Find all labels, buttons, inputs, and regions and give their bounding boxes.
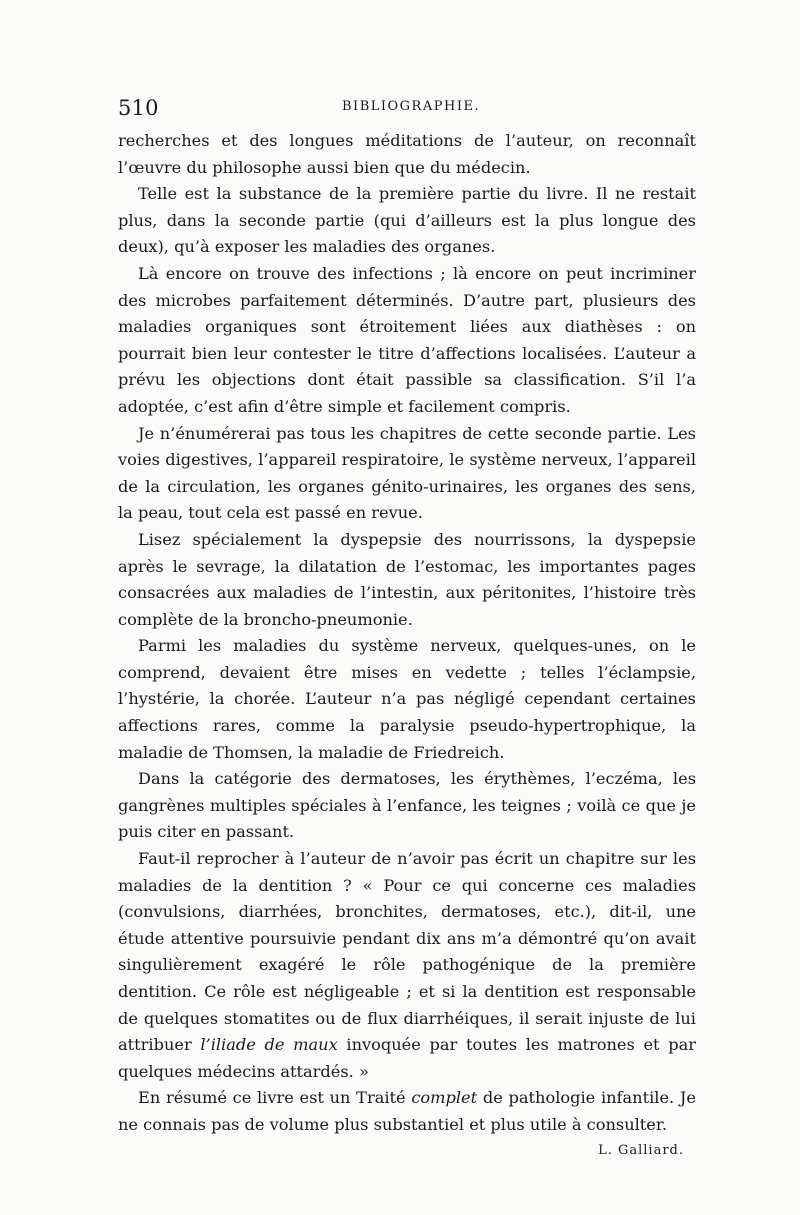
page-number: 510: [118, 96, 159, 120]
page-header: [118, 96, 696, 122]
paragraph-9-text-a: En résumé ce livre est un Traité: [138, 1088, 412, 1108]
paragraph-4: Je n’énumérerai pas tous les chapitres de cette seconde partie. Les voies digestives, l’appareil respiratoire, le système nerveux, l’appareil de la circulation, les organes génito-urinaires, les organes des sens, la peau, tout cela est passé en revue.: [118, 423, 696, 523]
paragraph-1: recherches et des longues méditations de l’auteur, on reconnaît l’œuvre du philosophe aussi bien que du médecin.: [118, 131, 696, 177]
paragraph-7: Dans la catégorie des dermatoses, les érythèmes, l’eczéma, les gangrènes multiples spéciales à l’enfance, les teignes ; voilà ce que je puis citer en passant.: [118, 769, 696, 842]
running-title: BIBLIOGRAPHIE.: [342, 99, 481, 114]
paragraph-2: Telle est la substance de la première partie du livre. Il ne restait plus, dans la seconde partie (qui d’ailleurs est la plus longue des deux), qu’à exposer les maladies des organes.: [118, 184, 696, 257]
paragraph-9-text-b: de pathologie infantile. Je ne connais pas de volume plus substantiel et plus utile à consulter.: [118, 1088, 696, 1134]
paragraph-3: Là encore on trouve des infections ; là encore on peut incriminer des microbes parfaitement déterminés. D’autre part, plusieurs des maladies organiques sont étroitement liées aux diathèses : on pourrait bien leur contester le titre d’affections localisées. L’auteur a prévu les objections dont était passible sa classification. S’il l’a adoptée, c’est afin d’être simple et facilement compris.: [118, 263, 696, 416]
paragraph-8: [118, 846, 696, 1085]
paragraph-8-text-a: Faut-il reprocher à l’auteur de n’avoir pas écrit un chapitre sur les maladies de la dentition ? « Pour ce qui concerne ces maladies (convulsions, diarrhées, bronchites, dermatoses, etc.), dit-il, une étude attentive poursuivie pendant dix ans m’a démontré qu’on avait singulièrement exagéré le rôle pathogénique de la première dentition. Ce rôle est négligeable ; et si la dentition est responsable de quelques stomatites ou de flux diarrhéiques, il serait injuste de lui attribuer: [118, 849, 696, 1055]
paragraph-8-text-b: invoquée par toutes les matrones et par quelques médecins attardés. »: [118, 1035, 696, 1081]
paragraph-9: [118, 1085, 696, 1138]
paragraph-8-italic: l’iliade de maux: [200, 1035, 338, 1055]
paragraph-6: Parmi les maladies du système nerveux, quelques-unes, on le comprend, devaient être mises en vedette ; telles l’éclampsie, l’hystérie, la chorée. L’auteur n’a pas négligé cependant certaines affections rares, comme la paralysie pseudo-hypertrophique, la maladie de Thomsen, la maladie de Friedreich.: [118, 636, 696, 762]
paragraph-9-italic: complet: [411, 1088, 478, 1108]
book-page: [118, 96, 696, 1158]
author-signature: L. Galliard.: [598, 1142, 684, 1158]
paragraph-5: Lisez spécialement la dyspepsie des nourrissons, la dyspepsie après le sevrage, la dilatation de l’estomac, les importantes pages consacrées aux maladies de l’intestin, aux péritonites, l’histoire très complète de la broncho-pneumonie.: [118, 529, 696, 629]
